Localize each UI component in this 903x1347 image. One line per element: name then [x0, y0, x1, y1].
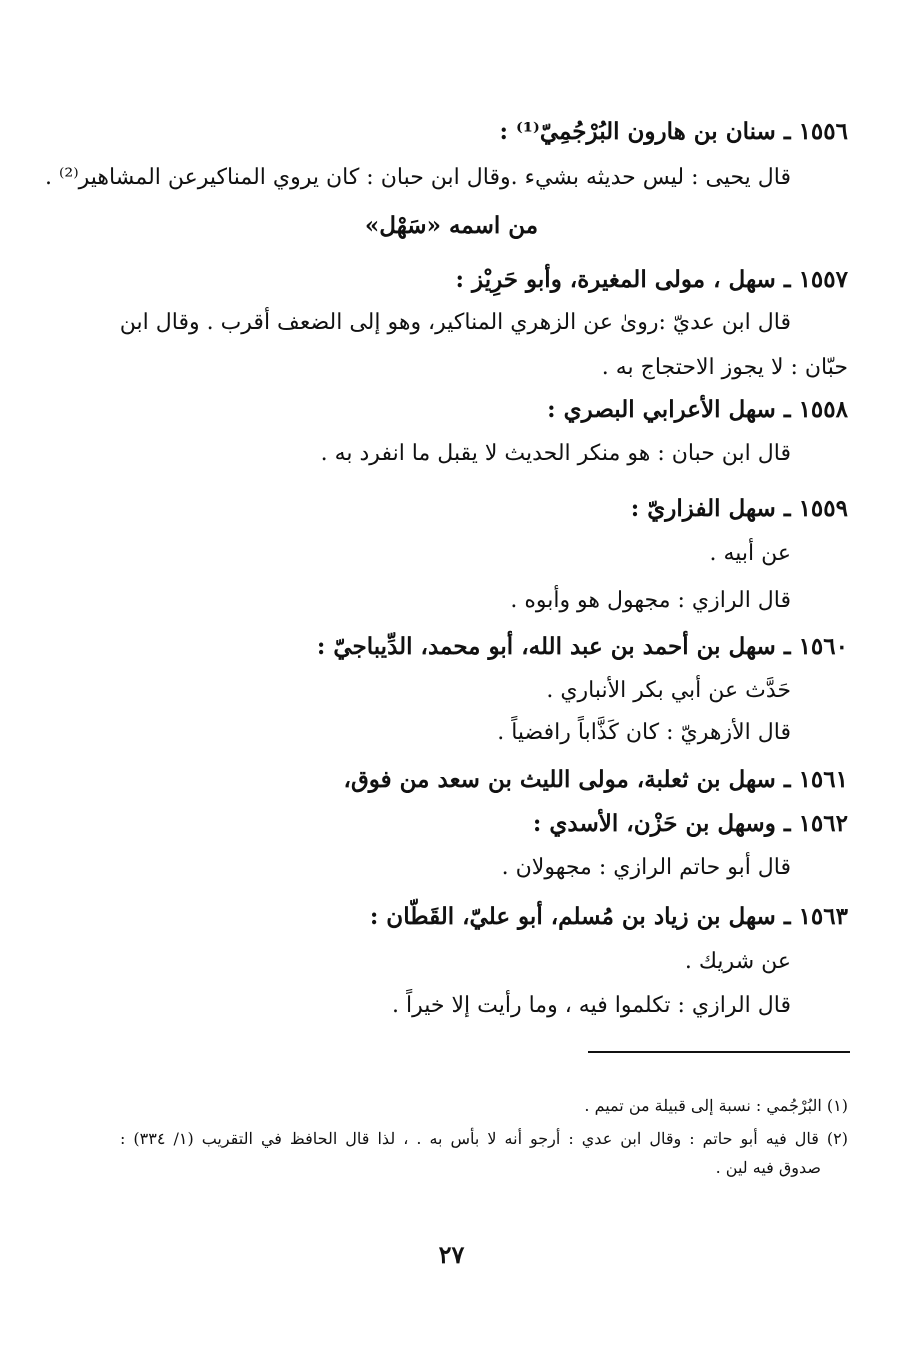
section-heading: من اسمه «سَهْل» — [364, 212, 539, 239]
entry-heading-1561: ١٥٦١ ـ سهل بن ثعلبة، مولى الليث بن سعد من فوق، — [343, 766, 848, 793]
footnote-2: (٢) قال فيه أبو حاتم : وقال ابن عدي : أرجو أنه لا بأس به . ، لذا قال الحافظ في التقريب (١/ ٣٣٤) : — [120, 1129, 849, 1148]
entry-text: قال أبو حاتم الرازي : مجهولان . — [501, 855, 791, 880]
entry-heading-1558: ١٥٥٨ ـ سهل الأعرابي البصري : — [547, 396, 848, 423]
entry-heading-1559: ١٥٥٩ ـ سهل الفزاريّ : — [630, 495, 848, 522]
entry-text: قال ابن عديّ :روىٰ عن الزهري المناكير، وهو إلى الضعف أقرب . وقال ابن — [119, 310, 791, 335]
entry-text: حَدَّث عن أبي بكر الأنباري . — [546, 678, 791, 703]
entry-text: قال يحيى : ليس حديثه بشيء .وقال ابن حبان : كان يروي المناكيرعن المشاهير⁽²⁾ . — [45, 165, 791, 190]
entry-text: قال الرازي : تكلموا فيه ، وما رأيت إلا خيراً . — [392, 993, 791, 1018]
entry-text: قال الأزهريّ : كان كَذَّاباً رافضياً . — [497, 720, 791, 745]
entry-text: عن أبيه . — [709, 541, 791, 566]
footnote-2-continued: صدوق فيه لين . — [715, 1158, 821, 1177]
entry-text: حبّان : لا يجوز الاحتجاج به . — [601, 355, 848, 380]
entry-heading-1560: ١٥٦٠ ـ سهل بن أحمد بن عبد الله، أبو محمد، الدِّيباجيّ : — [316, 633, 848, 660]
page-number: ٢٧ — [438, 1240, 465, 1269]
entry-heading-1557: ١٥٥٧ ـ سهل ، مولى المغيرة، وأبو حَرِيْز : — [455, 266, 848, 293]
footnote-1: (١) البُرْجُمي : نسبة إلى قبيلة من تميم . — [584, 1096, 848, 1115]
entry-text: قال الرازي : مجهول هو وأبوه . — [510, 588, 791, 613]
footnote-separator — [588, 1051, 850, 1053]
entry-heading-1563: ١٥٦٣ ـ سهل بن زياد بن مُسلم، أبو عليّ، القَطّان : — [369, 903, 848, 930]
entry-text: عن شريك . — [684, 949, 791, 974]
entry-heading-1562: ١٥٦٢ ـ وسهل بن حَزْن، الأسدي : — [532, 810, 848, 837]
entry-heading-1556: ١٥٥٦ ـ سنان بن هارون البُرْجُمِيّ⁽¹⁾ : — [499, 118, 848, 145]
entry-text: قال ابن حبان : هو منكر الحديث لا يقبل ما انفرد به . — [320, 441, 791, 466]
